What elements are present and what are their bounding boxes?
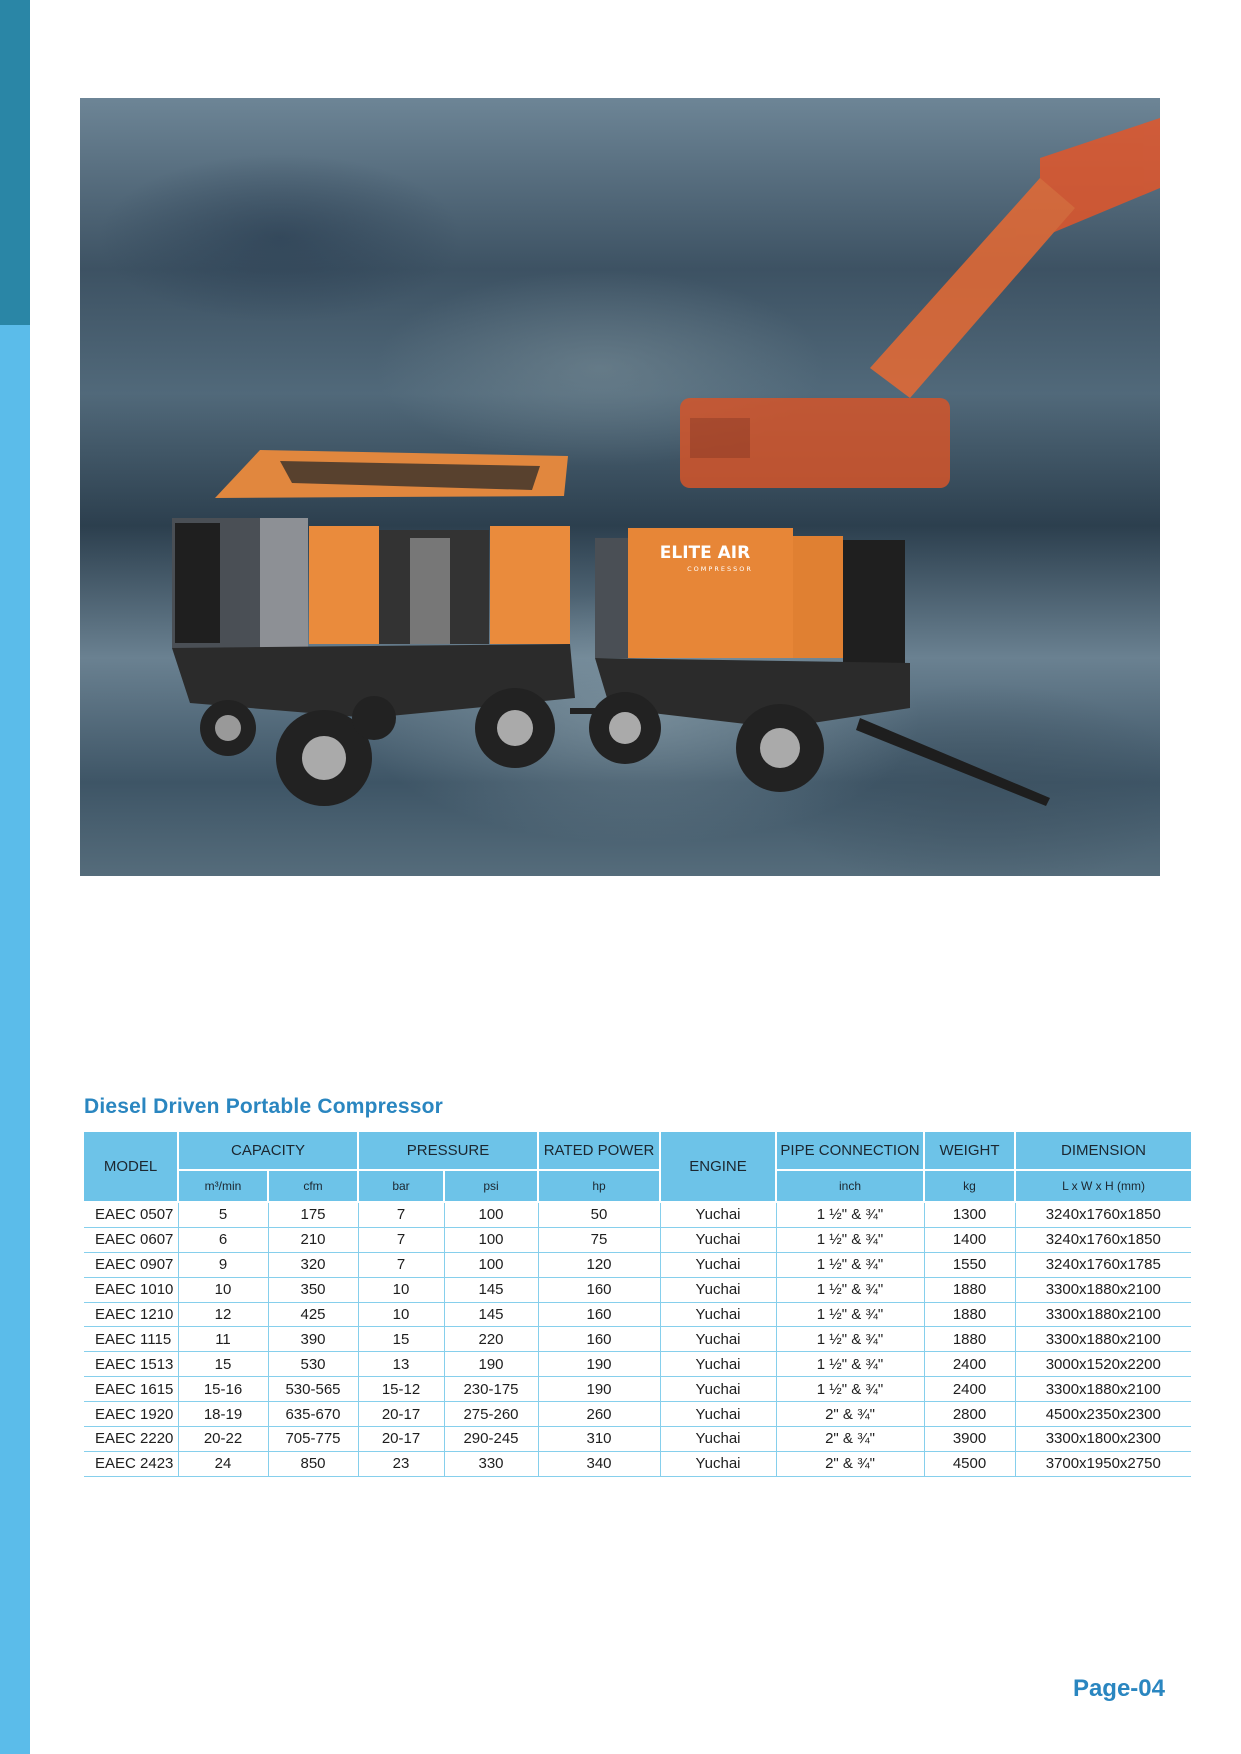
page-number: Page-04: [1072, 1675, 1165, 1702]
cell-pressure-bar: 20-17: [358, 1427, 444, 1452]
cell-capacity-m3: 9: [178, 1252, 268, 1277]
cell-weight: 1880: [924, 1302, 1015, 1327]
cell-dimension: 3300x1880x2100: [1015, 1277, 1191, 1302]
table-row: [84, 1427, 1191, 1452]
cell-rated-power: 50: [538, 1202, 660, 1227]
header-pipe-connection: PIPE CONNECTION: [776, 1132, 924, 1170]
header-pressure: PRESSURE: [358, 1132, 538, 1170]
cell-capacity-m3: 15-16: [178, 1377, 268, 1402]
cell-weight: 2400: [924, 1352, 1015, 1377]
cell-capacity-cfm: 635-670: [268, 1402, 358, 1427]
cell-model: EAEC 1920: [84, 1402, 178, 1427]
unit-capacity-m3: m³/min: [178, 1170, 268, 1202]
cell-pressure-psi: 275-260: [444, 1402, 538, 1427]
cell-engine: Yuchai: [660, 1451, 776, 1476]
cell-weight: 1400: [924, 1227, 1015, 1252]
cell-engine: Yuchai: [660, 1302, 776, 1327]
cell-rated-power: 160: [538, 1277, 660, 1302]
cell-weight: 4500: [924, 1451, 1015, 1476]
cell-pipe-connection: 2" & ¾": [776, 1427, 924, 1452]
cell-model: EAEC 1513: [84, 1352, 178, 1377]
cell-capacity-m3: 20-22: [178, 1427, 268, 1452]
cell-capacity-m3: 10: [178, 1277, 268, 1302]
cell-rated-power: 120: [538, 1252, 660, 1277]
cell-dimension: 3240x1760x1850: [1015, 1227, 1191, 1252]
cell-capacity-m3: 24: [178, 1451, 268, 1476]
unit-pressure-psi: psi: [444, 1170, 538, 1202]
table-row: [84, 1202, 1191, 1227]
cell-weight: 1550: [924, 1252, 1015, 1277]
cell-capacity-cfm: 530-565: [268, 1377, 358, 1402]
cell-model: EAEC 0507: [84, 1202, 178, 1227]
cell-capacity-cfm: 210: [268, 1227, 358, 1252]
cell-pressure-psi: 220: [444, 1327, 538, 1352]
side-accent-bar-light: [0, 325, 30, 1754]
open-compressor: [172, 450, 630, 806]
cell-pipe-connection: 1 ½" & ¾": [776, 1202, 924, 1227]
cell-rated-power: 260: [538, 1402, 660, 1427]
cell-pressure-psi: 145: [444, 1277, 538, 1302]
cell-pressure-psi: 145: [444, 1302, 538, 1327]
cell-model: EAEC 1615: [84, 1377, 178, 1402]
unit-capacity-cfm: cfm: [268, 1170, 358, 1202]
table-row: [84, 1227, 1191, 1252]
table-row: [84, 1327, 1191, 1352]
cell-dimension: 3000x1520x2200: [1015, 1352, 1191, 1377]
specification-table: [84, 1132, 1191, 1477]
cell-dimension: 3300x1880x2100: [1015, 1377, 1191, 1402]
cell-capacity-m3: 18-19: [178, 1402, 268, 1427]
cell-capacity-cfm: 425: [268, 1302, 358, 1327]
cell-dimension: 3300x1800x2300: [1015, 1427, 1191, 1452]
product-logo-sub: COMPRESSOR: [687, 565, 753, 573]
cell-rated-power: 160: [538, 1327, 660, 1352]
cell-pressure-psi: 100: [444, 1227, 538, 1252]
cell-engine: Yuchai: [660, 1377, 776, 1402]
cell-rated-power: 340: [538, 1451, 660, 1476]
cell-model: EAEC 2423: [84, 1451, 178, 1476]
cell-pressure-bar: 10: [358, 1277, 444, 1302]
compressor-illustration: [80, 98, 1160, 876]
cell-pressure-bar: 23: [358, 1451, 444, 1476]
header-weight: WEIGHT: [924, 1132, 1015, 1170]
header-engine: ENGINE: [660, 1132, 776, 1202]
cell-weight: 3900: [924, 1427, 1015, 1452]
cell-model: EAEC 0907: [84, 1252, 178, 1277]
cell-capacity-m3: 15: [178, 1352, 268, 1377]
cell-capacity-m3: 11: [178, 1327, 268, 1352]
cell-dimension: 4500x2350x2300: [1015, 1402, 1191, 1427]
cell-engine: Yuchai: [660, 1352, 776, 1377]
cell-pressure-bar: 7: [358, 1202, 444, 1227]
closed-compressor: [589, 528, 1050, 806]
cell-weight: 1300: [924, 1202, 1015, 1227]
cell-weight: 1880: [924, 1327, 1015, 1352]
table-row: [84, 1402, 1191, 1427]
cell-engine: Yuchai: [660, 1277, 776, 1302]
cell-weight: 2400: [924, 1377, 1015, 1402]
cell-dimension: 3240x1760x1785: [1015, 1252, 1191, 1277]
cell-rated-power: 190: [538, 1377, 660, 1402]
cell-pressure-psi: 100: [444, 1202, 538, 1227]
header-model: MODEL: [84, 1132, 178, 1202]
product-logo: ELITE AIR: [659, 543, 751, 563]
cell-engine: Yuchai: [660, 1252, 776, 1277]
section-title: Diesel Driven Portable Compressor: [84, 1095, 444, 1118]
cell-capacity-cfm: 175: [268, 1202, 358, 1227]
cell-pressure-psi: 330: [444, 1451, 538, 1476]
cell-capacity-cfm: 705-775: [268, 1427, 358, 1452]
cell-pipe-connection: 2" & ¾": [776, 1451, 924, 1476]
unit-weight-kg: kg: [924, 1170, 1015, 1202]
product-photo: [80, 98, 1160, 876]
cell-pipe-connection: 1 ½" & ¾": [776, 1252, 924, 1277]
cell-weight: 1880: [924, 1277, 1015, 1302]
table-row: [84, 1277, 1191, 1302]
cell-engine: Yuchai: [660, 1327, 776, 1352]
table-row: [84, 1302, 1191, 1327]
unit-power-hp: hp: [538, 1170, 660, 1202]
cell-engine: Yuchai: [660, 1402, 776, 1427]
cell-dimension: 3700x1950x2750: [1015, 1451, 1191, 1476]
cell-pipe-connection: 1 ½" & ¾": [776, 1227, 924, 1252]
cell-pressure-psi: 290-245: [444, 1427, 538, 1452]
cell-pressure-bar: 15-12: [358, 1377, 444, 1402]
cell-model: EAEC 0607: [84, 1227, 178, 1252]
cell-pressure-psi: 190: [444, 1352, 538, 1377]
cell-capacity-cfm: 320: [268, 1252, 358, 1277]
cell-pressure-bar: 15: [358, 1327, 444, 1352]
cell-model: EAEC 1115: [84, 1327, 178, 1352]
unit-pressure-bar: bar: [358, 1170, 444, 1202]
cell-pipe-connection: 1 ½" & ¾": [776, 1302, 924, 1327]
cell-capacity-cfm: 530: [268, 1352, 358, 1377]
cell-rated-power: 310: [538, 1427, 660, 1452]
cell-pressure-bar: 7: [358, 1227, 444, 1252]
cell-rated-power: 190: [538, 1352, 660, 1377]
cell-engine: Yuchai: [660, 1227, 776, 1252]
table-row: [84, 1377, 1191, 1402]
cell-capacity-m3: 6: [178, 1227, 268, 1252]
table-row: [84, 1451, 1191, 1476]
cell-pipe-connection: 1 ½" & ¾": [776, 1327, 924, 1352]
header-dimension: DIMENSION: [1015, 1132, 1191, 1170]
cell-pipe-connection: 1 ½" & ¾": [776, 1352, 924, 1377]
unit-dimension-mm: L x W x H (mm): [1015, 1170, 1191, 1202]
cell-dimension: 3300x1880x2100: [1015, 1302, 1191, 1327]
cell-capacity-cfm: 390: [268, 1327, 358, 1352]
table-row: [84, 1352, 1191, 1377]
background-excavator: [680, 118, 1160, 488]
cell-pressure-psi: 230-175: [444, 1377, 538, 1402]
unit-pipe-inch: inch: [776, 1170, 924, 1202]
cell-model: EAEC 1010: [84, 1277, 178, 1302]
table-row: [84, 1252, 1191, 1277]
cell-model: EAEC 2220: [84, 1427, 178, 1452]
cell-pressure-bar: 13: [358, 1352, 444, 1377]
cell-capacity-cfm: 350: [268, 1277, 358, 1302]
cell-pipe-connection: 1 ½" & ¾": [776, 1277, 924, 1302]
cell-capacity-cfm: 850: [268, 1451, 358, 1476]
cell-pressure-psi: 100: [444, 1252, 538, 1277]
cell-capacity-m3: 12: [178, 1302, 268, 1327]
cell-engine: Yuchai: [660, 1427, 776, 1452]
cell-rated-power: 75: [538, 1227, 660, 1252]
header-capacity: CAPACITY: [178, 1132, 358, 1170]
cell-pipe-connection: 2" & ¾": [776, 1402, 924, 1427]
cell-weight: 2800: [924, 1402, 1015, 1427]
cell-dimension: 3300x1880x2100: [1015, 1327, 1191, 1352]
cell-model: EAEC 1210: [84, 1302, 178, 1327]
cell-engine: Yuchai: [660, 1202, 776, 1227]
cell-pipe-connection: 1 ½" & ¾": [776, 1377, 924, 1402]
cell-rated-power: 160: [538, 1302, 660, 1327]
cell-pressure-bar: 7: [358, 1252, 444, 1277]
header-rated-power: RATED POWER: [538, 1132, 660, 1170]
cell-dimension: 3240x1760x1850: [1015, 1202, 1191, 1227]
side-accent-bar-dark: [0, 0, 30, 325]
cell-pressure-bar: 20-17: [358, 1402, 444, 1427]
cell-pressure-bar: 10: [358, 1302, 444, 1327]
cell-capacity-m3: 5: [178, 1202, 268, 1227]
